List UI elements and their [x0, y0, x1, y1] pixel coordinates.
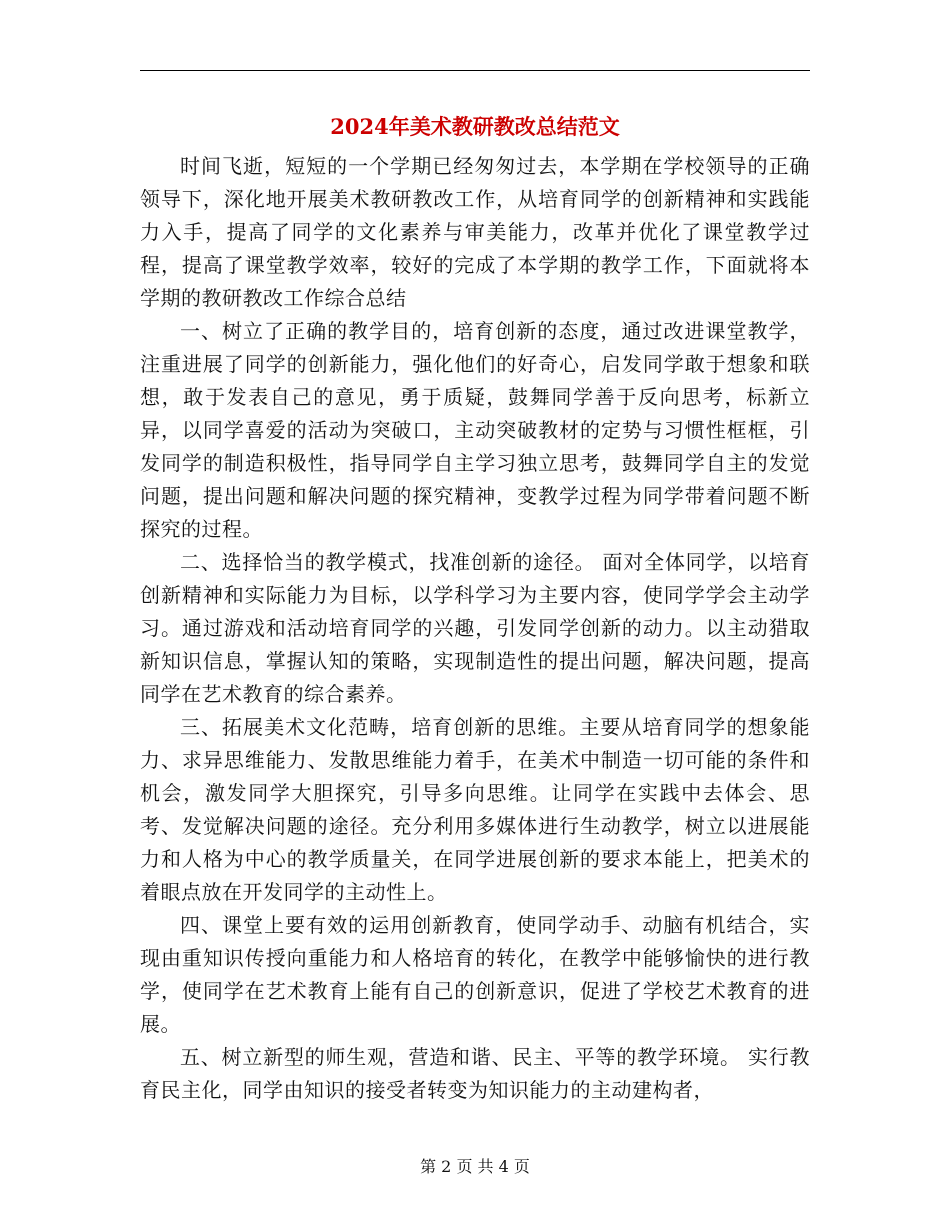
paragraph-section-4: 四、课堂上要有效的运用创新教育，使同学动手、动脑有机结合，实现由重知识传授向重能力和人格培育的转化，在教学中能够愉快的进行教学，使同学在艺术教育上能有自己的创新意识，促进了学校艺术教育的进展。 [140, 913, 810, 1036]
document-title: 2024年美术教研教改总结范文 [330, 114, 620, 139]
document-body [140, 150, 810, 1107]
page-number-footer: 第 2 页 共 4 页 [420, 1157, 530, 1176]
header-rule [140, 70, 810, 71]
paragraph-section-2: 二、选择恰当的教学模式，找准创新的途径。 面对全体同学，以培育创新精神和实际能力为目标，以学科学习为主要内容，使同学学会主动学习。通过游戏和活动培育同学的兴趣，引发同学创新的动力。以主动猎取新知识信息，掌握认知的策略，实现制造性的提出问题，解决问题，提高同学在艺术教育的综合素养。 [140, 550, 810, 706]
paragraph-intro: 时间飞逝，短短的一个学期已经匆匆过去，本学期在学校领导的正确领导下，深化地开展美术教研教改工作，从培育同学的创新精神和实践能力入手，提高了同学的文化素养与审美能力，改革并优化了课堂教学过程，提高了课堂教学效率，较好的完成了本学期的教学工作，下面就将本学期的教研教改工作综合总结 [140, 154, 810, 310]
paragraph-section-1: 一、树立了正确的教学目的，培育创新的态度，通过改进课堂教学，注重进展了同学的创新能力，强化他们的好奇心，启发同学敢于想象和联想，敢于发表自己的意见，勇于质疑，鼓舞同学善于反向思考，标新立异，以同学喜爱的活动为突破口，主动突破教材的定势与习惯性框框，引发同学的制造积极性，指导同学自主学习独立思考，鼓舞同学自主的发觉问题，提出问题和解决问题的探究精神，变教学过程为同学带着问题不断探究的过程。 [140, 319, 810, 541]
paragraph-section-5: 五、树立新型的师生观，营造和谐、民主、平等的教学环境。 实行教育民主化，同学由知识的接受者转变为知识能力的主动建构者， [140, 1045, 810, 1102]
paragraph-section-3: 三、拓展美术文化范畴，培育创新的思维。主要从培育同学的想象能力、求异思维能力、发散思维能力着手，在美术中制造一切可能的条件和机会，激发同学大胆探究，引导多向思维。让同学在实践中去体会、思考、发觉解决问题的途径。充分利用多媒体进行生动教学，树立以进展能力和人格为中心的教学质量关，在同学进展创新的要求本能上，把美术的着眼点放在开发同学的主动性上。 [140, 715, 810, 904]
